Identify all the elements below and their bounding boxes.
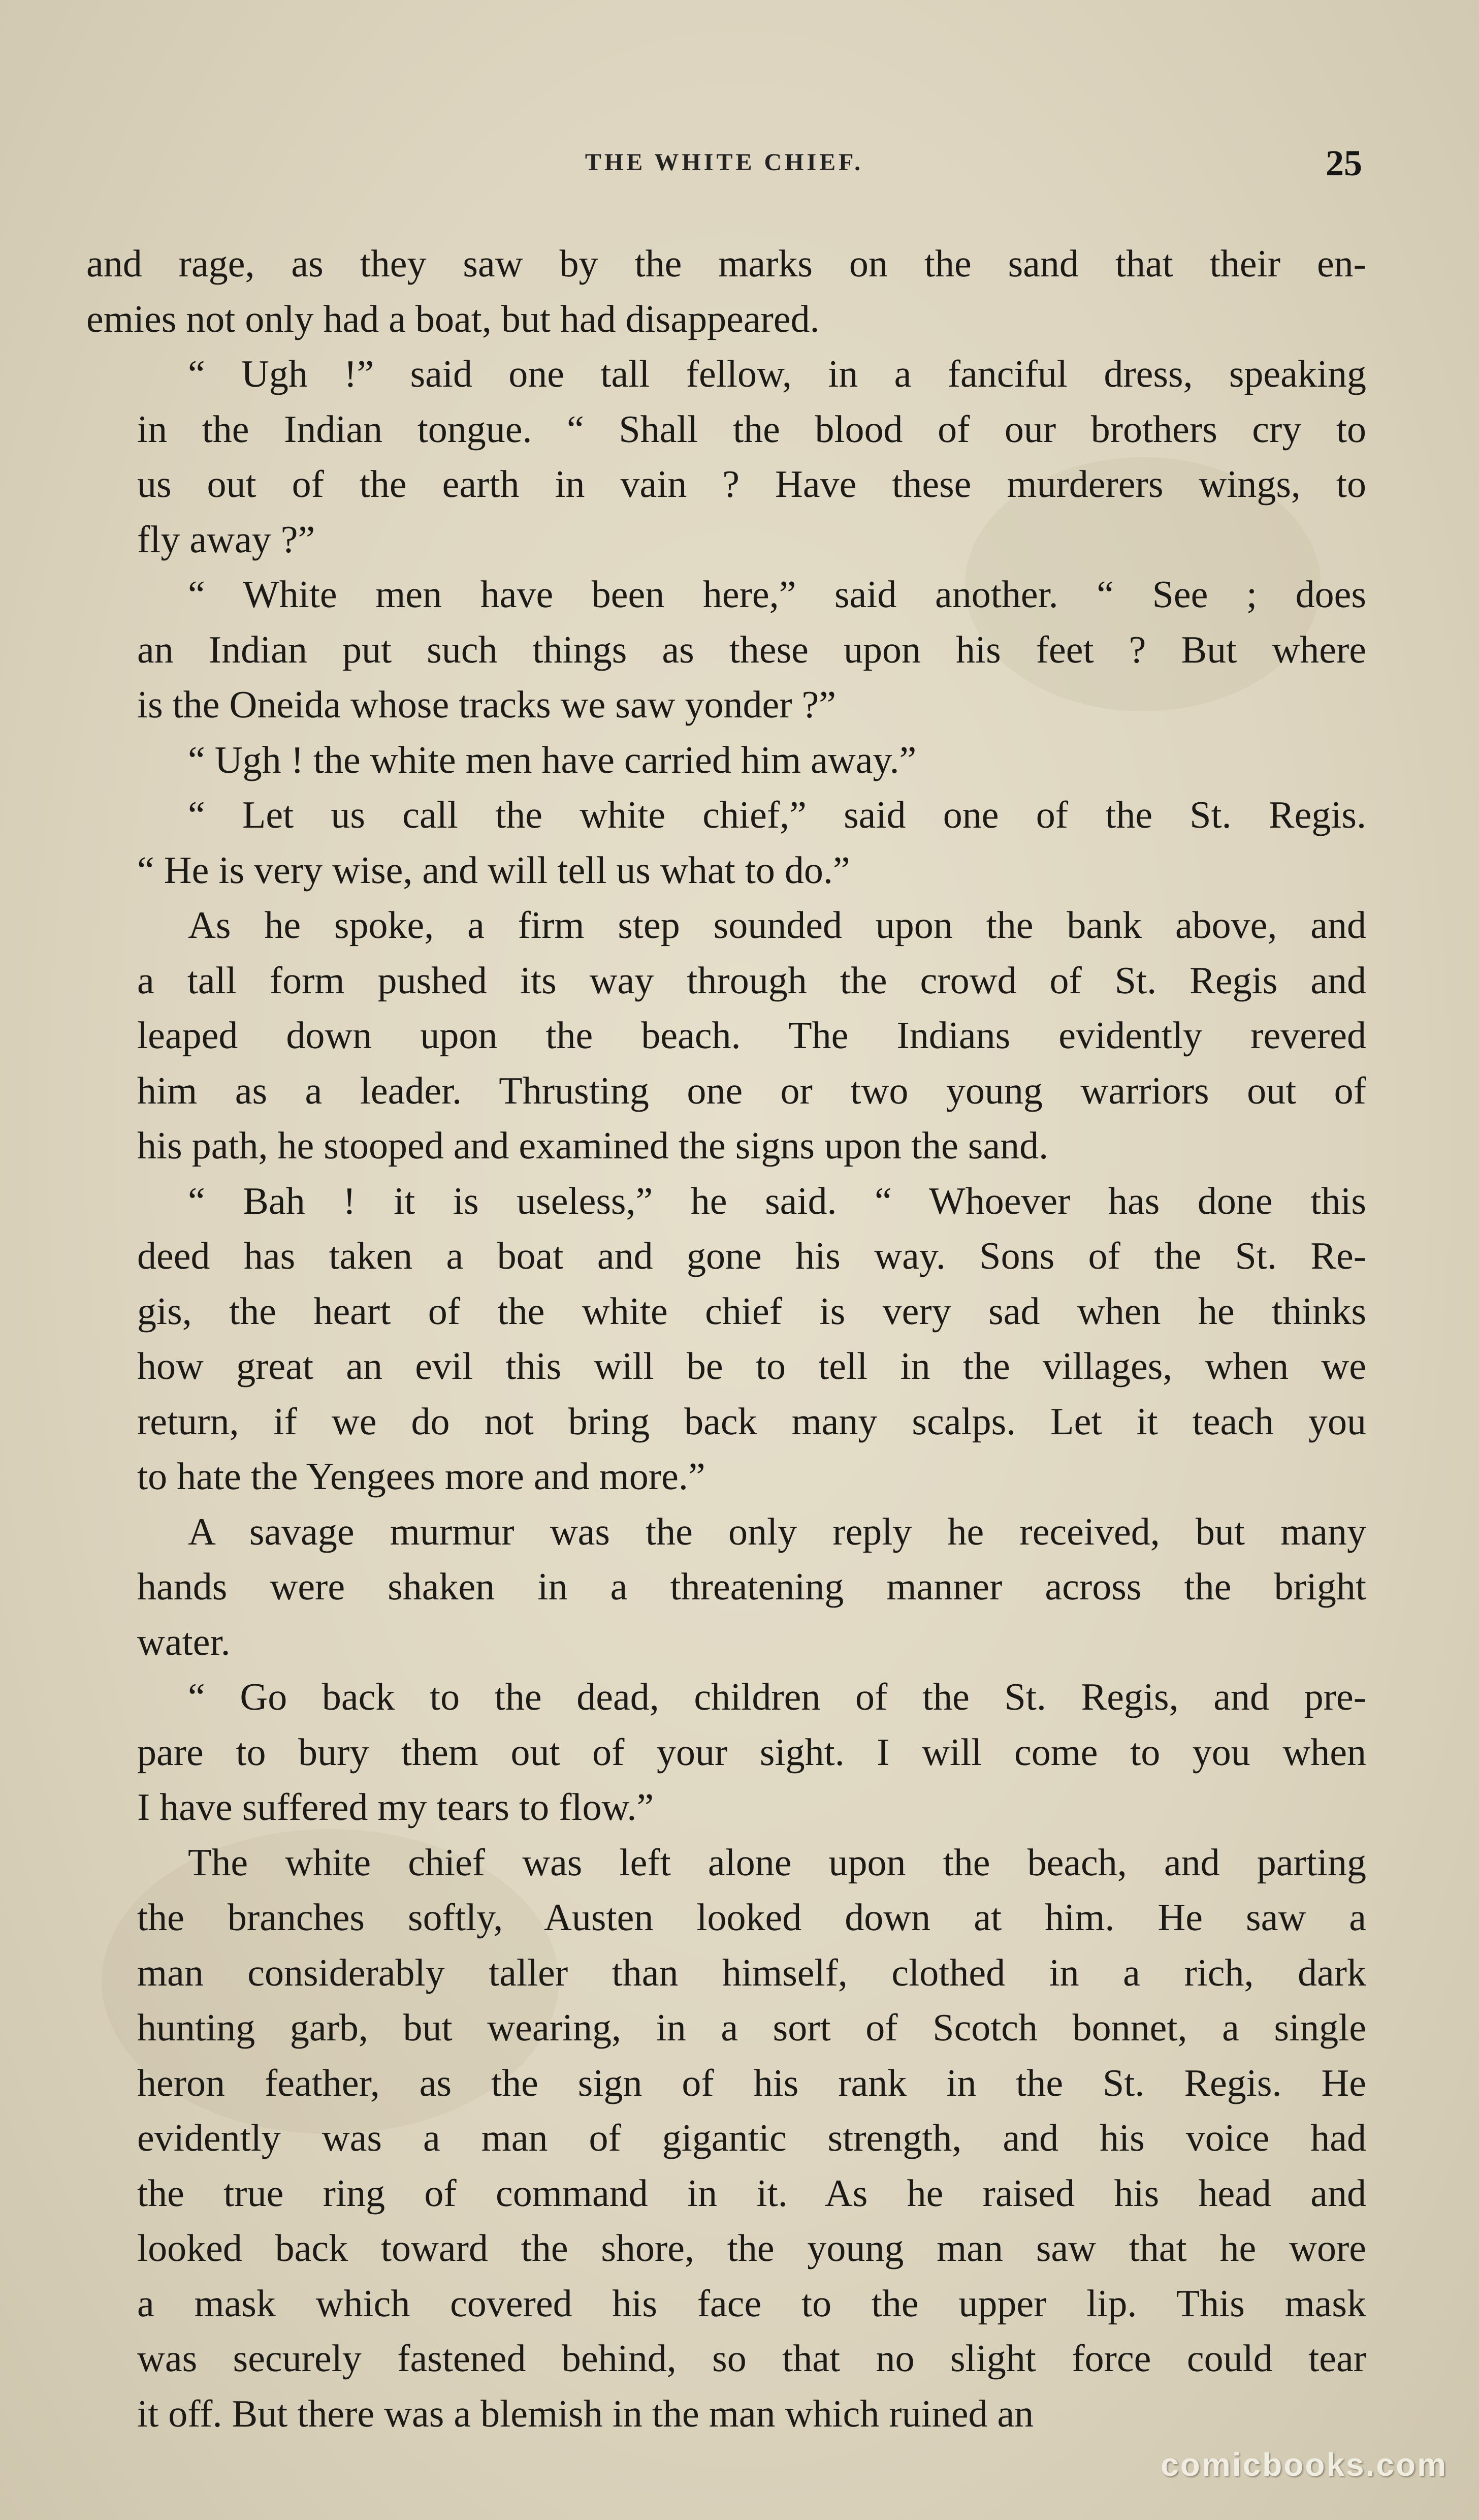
text-line: a mask which covered his face to the upper lip. This mask [137, 2282, 1366, 2325]
text-line: heron feather, as the sign of his rank in the St. Regis. He [137, 2061, 1366, 2104]
paragraph [86, 1670, 1366, 1835]
text-line: “ Bah ! it is useless,” he said. “ Whoever has done this [188, 1179, 1366, 1222]
text-line: hands were shaken in a threatening manner across the bright [137, 1565, 1366, 1608]
text-line: “ Ugh ! the white men have carried him away.” [188, 738, 917, 781]
paragraph [86, 236, 1366, 346]
text-line: “ Let us call the white chief,” said one of the St. Regis. [188, 794, 1366, 836]
text-line: is the Oneida whose tracks we saw yonder ?” [137, 683, 836, 726]
page-header [86, 142, 1362, 188]
text-line: pare to bury them out of your sight. I will come to you when [137, 1730, 1366, 1774]
text-line: us out of the earth in vain ? Have these murderers wings, to [137, 463, 1366, 506]
text-line: him as a leader. Thrusting one or two young warriors out of [137, 1069, 1366, 1112]
running-head: THE WHITE CHIEF. [585, 149, 864, 176]
text-line: “ White men have been here,” said another. “ See ; does [188, 573, 1366, 616]
text-line: return, if we do not bring back many scalps. Let it teach you [137, 1400, 1366, 1443]
paragraph [86, 567, 1366, 733]
paragraph [86, 1504, 1366, 1670]
text-line: The white chief was left alone upon the beach, and parting [188, 1841, 1366, 1884]
text-line: water. [137, 1620, 231, 1663]
text-line: evidently was a man of gigantic strength, and his voice had [137, 2117, 1366, 2159]
text-line: emies not only had a boat, but had disappeared. [86, 297, 820, 340]
text-line: and rage, as they saw by the marks on the sand that their en- [86, 242, 1366, 285]
text-line: man considerably taller than himself, clothed in a rich, dark [137, 1951, 1366, 1994]
text-line: I have suffered my tears to flow.” [137, 1786, 654, 1829]
text-line: deed has taken a boat and gone his way. Sons of the St. Re- [137, 1235, 1366, 1277]
text-line: leaped down upon the beach. The Indians evidently revered [137, 1014, 1366, 1057]
text-line: “ He is very wise, and will tell us what to do.” [137, 848, 850, 892]
paragraph [86, 1835, 1366, 2442]
text-line: hunting garb, but wearing, in a sort of Scotch bonnet, a single [137, 2006, 1366, 2049]
paragraph [86, 346, 1366, 567]
text-line: a tall form pushed its way through the crowd of St. Regis and [137, 959, 1366, 1002]
text-line: in the Indian tongue. “ Shall the blood of our brothers cry to [137, 407, 1366, 451]
text-line: “ Go back to the dead, children of the St. Regis, and pre- [188, 1676, 1366, 1718]
page-number: 25 [1326, 143, 1362, 183]
text-line: how great an evil this will be to tell in the villages, when we [137, 1345, 1366, 1388]
text-line: “ Ugh !” said one tall fellow, in a fanciful dress, speaking [188, 353, 1366, 395]
text-line: to hate the Yengees more and more.” [137, 1455, 705, 1498]
text-line: his path, he stooped and examined the signs upon the sand. [137, 1124, 1049, 1167]
text-line: A savage murmur was the only reply he received, but many [188, 1510, 1366, 1553]
text-line: fly away ?” [137, 518, 315, 561]
paragraph [86, 898, 1366, 1174]
watermark: comicbooks.com [1161, 2446, 1448, 2483]
text-line: the true ring of command in it. As he raised his head and [137, 2171, 1366, 2215]
text-line: was securely fastened behind, so that no slight force could tear [137, 2337, 1366, 2380]
paragraph [86, 788, 1366, 898]
text-line: the branches softly, Austen looked down at him. He saw a [137, 1896, 1366, 1939]
text-line: gis, the heart of the white chief is very sad when he thinks [137, 1289, 1366, 1333]
text-line: As he spoke, a firm step sounded upon the bank above, and [188, 904, 1366, 947]
text-line: it off. But there was a blemish in the man which ruined an [137, 2392, 1034, 2435]
body-text [86, 236, 1366, 2441]
text-line: looked back toward the shore, the young man saw that he wore [137, 2227, 1366, 2270]
paragraph [86, 733, 1366, 788]
text-line: an Indian put such things as these upon his feet ? But where [137, 628, 1366, 671]
paragraph [86, 1174, 1366, 1504]
